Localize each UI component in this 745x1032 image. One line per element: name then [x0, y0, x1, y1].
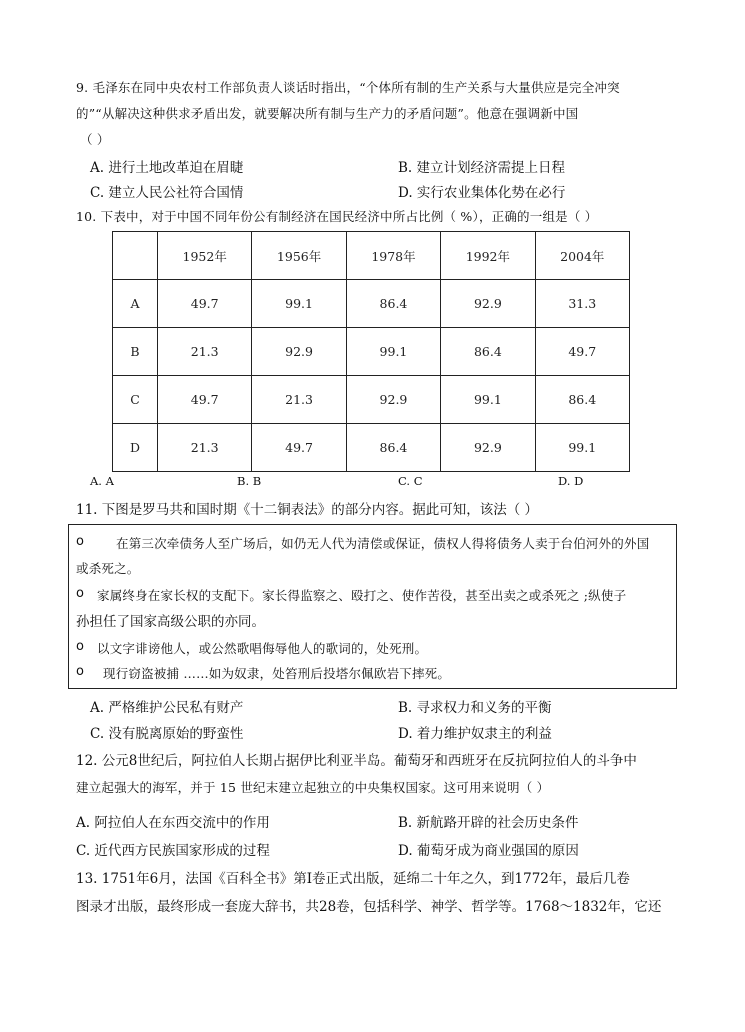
q9-stem-line2: 的”“从解决这种供求矛盾出发，就要解决所有制与生产力的矛盾问题”。他意在强调新中国 [76, 106, 579, 121]
q11-option-c[interactable]: C. 没有脱离原始的野蛮性 [90, 726, 244, 742]
q12-option-d[interactable]: D. 葡萄牙成为商业强国的原因 [398, 843, 579, 859]
q11-excerpt-line6: 现行窃盗被捕 ……如为奴隶，处笞刑后投塔尔佩欧岩下摔死。 [103, 666, 451, 681]
q9-stem-line3: （ ） [80, 132, 110, 147]
table-row [113, 328, 630, 376]
table-cell: 21.3 [252, 376, 346, 424]
bullet-icon: o [76, 639, 84, 654]
table-cell: 49.7 [535, 328, 629, 376]
table-cell: 21.3 [158, 424, 252, 472]
q10-option-a[interactable]: A. A [90, 474, 114, 488]
table-cell: 99.1 [346, 328, 440, 376]
table-row [113, 424, 630, 472]
bullet-icon: o [76, 664, 84, 679]
q12-option-b[interactable]: B. 新航路开辟的社会历史条件 [398, 815, 579, 831]
table-header-cell: 1978年 [346, 232, 440, 280]
table-cell: 49.7 [158, 376, 252, 424]
q12-option-a[interactable]: A. 阿拉伯人在东西交流中的作用 [76, 815, 270, 831]
q10-option-c[interactable]: C. C [398, 474, 423, 488]
table-header-cell: 1956年 [252, 232, 346, 280]
table-cell: D [113, 424, 158, 472]
q11-excerpt-line1: 在第三次牵债务人至广场后，如仍无人代为清偿或保证，债权人得将债务人卖于台伯河外的外国 [116, 536, 650, 551]
table-header-cell [113, 232, 158, 280]
table-cell: 49.7 [158, 280, 252, 328]
q11-stem: 11. 下图是罗马共和国时期《十二铜表法》的部分内容。据此可知，该法（ ） [76, 502, 539, 518]
q11-option-d[interactable]: D. 着力维护奴隶主的利益 [398, 726, 552, 742]
q13-stem-line2: 图录才出版，最终形成一套庞大辞书，共28卷，包括科学、神学、哲学等。1768～1832年，它还 [76, 899, 662, 915]
q12-option-c[interactable]: C. 近代西方民族国家形成的过程 [76, 843, 270, 859]
q11-excerpt-line4: 孙担任了国家高级公职的亦同。 [76, 614, 265, 630]
q11-excerpt-line5: 以文字诽谤他人，或公然歌唱侮辱他人的歌词的，处死刑。 [97, 641, 428, 656]
table-cell: 99.1 [441, 376, 535, 424]
q12-stem-line2: 建立起强大的海军，并于 15 世纪末建立起独立的中央集权国家。这可用来说明（ ） [76, 780, 550, 795]
table-cell: 99.1 [535, 424, 629, 472]
q13-stem-line1: 13. 1751年6月，法国《百科全书》第Ⅰ卷正式出版，延绵二十年之久，到1772年，最后几卷 [76, 871, 630, 887]
table-cell: 86.4 [441, 328, 535, 376]
table-cell: C [113, 376, 158, 424]
q11-excerpt-line2: 或杀死之。 [76, 561, 140, 576]
table-cell: 86.4 [346, 424, 440, 472]
table-row [113, 376, 630, 424]
q11-option-a[interactable]: A. 严格维护公民私有财产 [90, 700, 244, 716]
q9-option-b[interactable]: B. 建立计划经济需提上日程 [398, 160, 566, 176]
q12-stem-line1: 12. 公元8世纪后，阿拉伯人长期占据伊比利亚半岛。葡萄牙和西班牙在反抗阿拉伯人的斗争中 [76, 753, 637, 769]
q9-option-a[interactable]: A. 进行土地改革迫在眉睫 [90, 160, 244, 176]
table-header-cell: 1952年 [158, 232, 252, 280]
table-cell: 86.4 [346, 280, 440, 328]
q10-stem: 10. 下表中，对于中国不同年份公有制经济在国民经济中所占比例（ %），正确的一组是（ ） [76, 209, 598, 224]
table-cell: 99.1 [252, 280, 346, 328]
q11-excerpt-line3: 家属终身在家长权的支配下。家长得监察之、殴打之、使作苦役，甚至出卖之或杀死之 ;纵使子 [97, 588, 627, 603]
table-cell: 92.9 [252, 328, 346, 376]
table-header-row [113, 232, 630, 280]
table-header-cell: 1992年 [441, 232, 535, 280]
bullet-icon: o [76, 534, 84, 549]
q9-option-c[interactable]: C. 建立人民公社符合国情 [90, 185, 244, 201]
q11-option-b[interactable]: B. 寻求权力和义务的平衡 [398, 700, 552, 716]
q10-option-d[interactable]: D. D [558, 474, 584, 488]
table-cell: 92.9 [441, 280, 535, 328]
table-row [113, 280, 630, 328]
q10-option-b[interactable]: B. B [237, 474, 262, 488]
table-cell: 92.9 [346, 376, 440, 424]
table-header-cell: 2004年 [535, 232, 629, 280]
q9-stem-line1: 9. 毛泽东在同中央农村工作部负责人谈话时指出，“个体所有制的生产关系与大量供应是完全冲突 [76, 80, 620, 95]
table-cell: 92.9 [441, 424, 535, 472]
table-cell: 31.3 [535, 280, 629, 328]
table-cell: 21.3 [158, 328, 252, 376]
q9-option-d[interactable]: D. 实行农业集体化势在必行 [398, 185, 566, 201]
table-cell: 86.4 [535, 376, 629, 424]
table-cell: A [113, 280, 158, 328]
table-cell: 49.7 [252, 424, 346, 472]
q10-table [112, 231, 630, 472]
table-cell: B [113, 328, 158, 376]
bullet-icon: o [76, 586, 84, 601]
